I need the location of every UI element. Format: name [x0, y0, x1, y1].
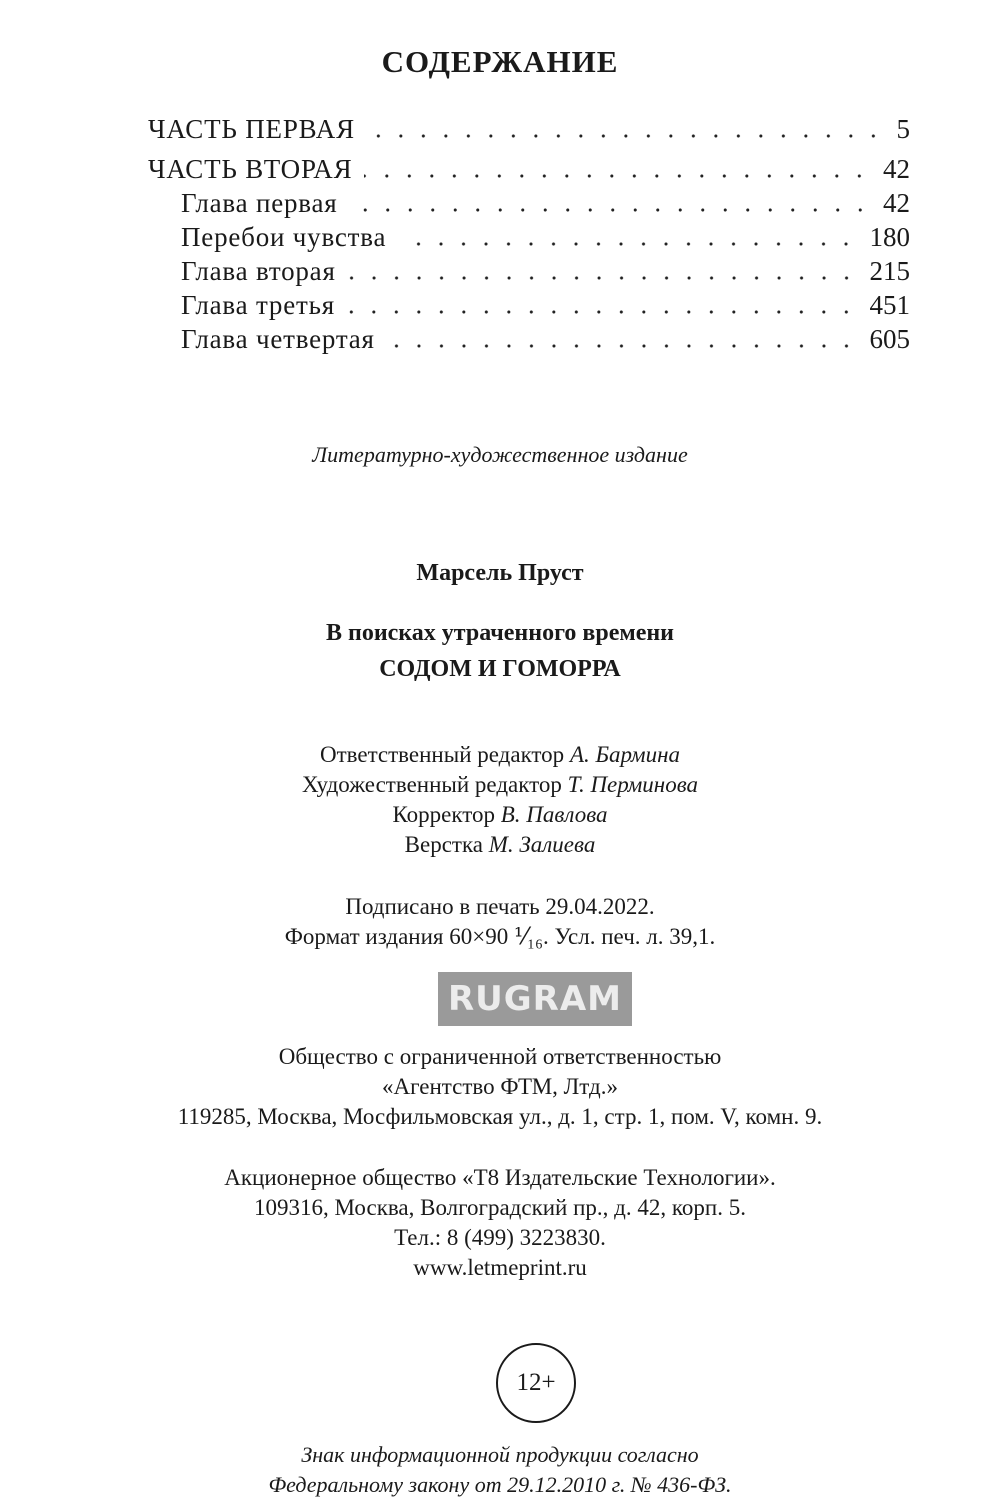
toc-entry-page: 605 — [869, 324, 910, 354]
dot-leader — [387, 343, 858, 349]
publisher-info — [0, 1042, 1000, 1132]
toc-entry-page: 5 — [896, 114, 910, 144]
credit-line — [0, 740, 1000, 770]
toc-entry-chapter-four — [148, 322, 910, 356]
printer-line: Тел.: 8 (499) 3223830. — [394, 1225, 606, 1250]
dot-leader — [348, 275, 858, 281]
toc-entry-page: 451 — [869, 290, 910, 320]
toc-title: СОДЕРЖАНИЕ — [381, 44, 619, 79]
publisher-line: 119285, Москва, Мосфильмовская ул., д. 1, стр. 1, пом. V, комн. 9. — [177, 1104, 823, 1129]
toc-entry-part-one — [148, 112, 910, 146]
credit-line — [0, 770, 1000, 800]
toc-entry-label: Перебои чувства — [181, 222, 387, 252]
toc-entry-label: ЧАСТЬ ПЕРВАЯ — [148, 114, 355, 144]
toc-entry-label: Глава четвертая — [181, 324, 375, 354]
table-of-contents — [148, 112, 910, 356]
toc-entry-page: 180 — [869, 222, 910, 252]
credit-name: Т. Перминова — [567, 772, 699, 797]
credit-line — [0, 800, 1000, 830]
book-author: Марсель Пруст — [416, 560, 584, 586]
editorial-credits — [0, 740, 1000, 860]
credit-name: А. Бармина — [569, 742, 680, 767]
toc-entry-page: 215 — [869, 256, 910, 286]
credit-role: Ответственный редактор — [320, 742, 570, 767]
publisher-line: «Агентство ФТМ, Лтд.» — [382, 1074, 618, 1099]
edition-genre: Литературно-художественное издание — [312, 442, 688, 467]
toc-entry-chapter-two — [148, 254, 910, 288]
credit-name: В. Павлова — [500, 802, 608, 827]
toc-entry-intermissions — [148, 220, 910, 254]
printer-line: Акционерное общество «Т8 Издательские Технологии». — [224, 1165, 776, 1190]
toc-entry-label: Глава вторая — [181, 256, 336, 286]
toc-entry-part-two — [148, 152, 910, 186]
toc-entry-label: Глава первая — [181, 188, 338, 218]
publisher-line: Общество с ограниченной ответственностью — [278, 1044, 722, 1069]
dot-leader — [364, 173, 871, 179]
dot-leader — [398, 241, 857, 247]
info-product-notice — [0, 1440, 1000, 1500]
dot-leader — [367, 133, 885, 139]
print-info — [0, 892, 1000, 952]
toc-entry-label: Глава третья — [181, 290, 335, 320]
toc-entry-chapter-one — [148, 186, 910, 220]
toc-entry-page: 42 — [883, 188, 910, 218]
notice-line: Федеральному закону от 29.12.2010 г. № 436-ФЗ. — [268, 1472, 732, 1497]
printer-website: www.letmeprint.ru — [413, 1255, 587, 1280]
print-format: Формат издания 60×90 ⅟₁₆. Усл. печ. л. 39,1. — [284, 924, 716, 949]
credit-role: Корректор — [392, 802, 501, 827]
signed-to-print: Подписано в печать 29.04.2022. — [345, 894, 655, 919]
dot-leader — [347, 309, 858, 315]
credit-role: Верстка — [404, 832, 489, 857]
notice-line: Знак информационной продукции согласно — [301, 1442, 699, 1467]
printer-info — [0, 1163, 1000, 1283]
toc-entry-label: ЧАСТЬ ВТОРАЯ — [148, 154, 353, 184]
rugram-logo: RUGRAM — [438, 972, 632, 1026]
dot-leader — [350, 207, 872, 213]
toc-entry-page: 42 — [883, 154, 910, 184]
book-title: СОДОМ И ГОМОРРА — [379, 656, 621, 682]
book-series: В поисках утраченного времени — [325, 620, 674, 646]
toc-entry-chapter-three — [148, 288, 910, 322]
credit-role: Художественный редактор — [301, 772, 568, 797]
printer-line: 109316, Москва, Волгоградский пр., д. 42, корп. 5. — [254, 1195, 746, 1220]
age-rating-badge: 12+ — [496, 1343, 576, 1423]
credit-name: М. Залиева — [488, 832, 596, 857]
credit-line — [0, 830, 1000, 860]
